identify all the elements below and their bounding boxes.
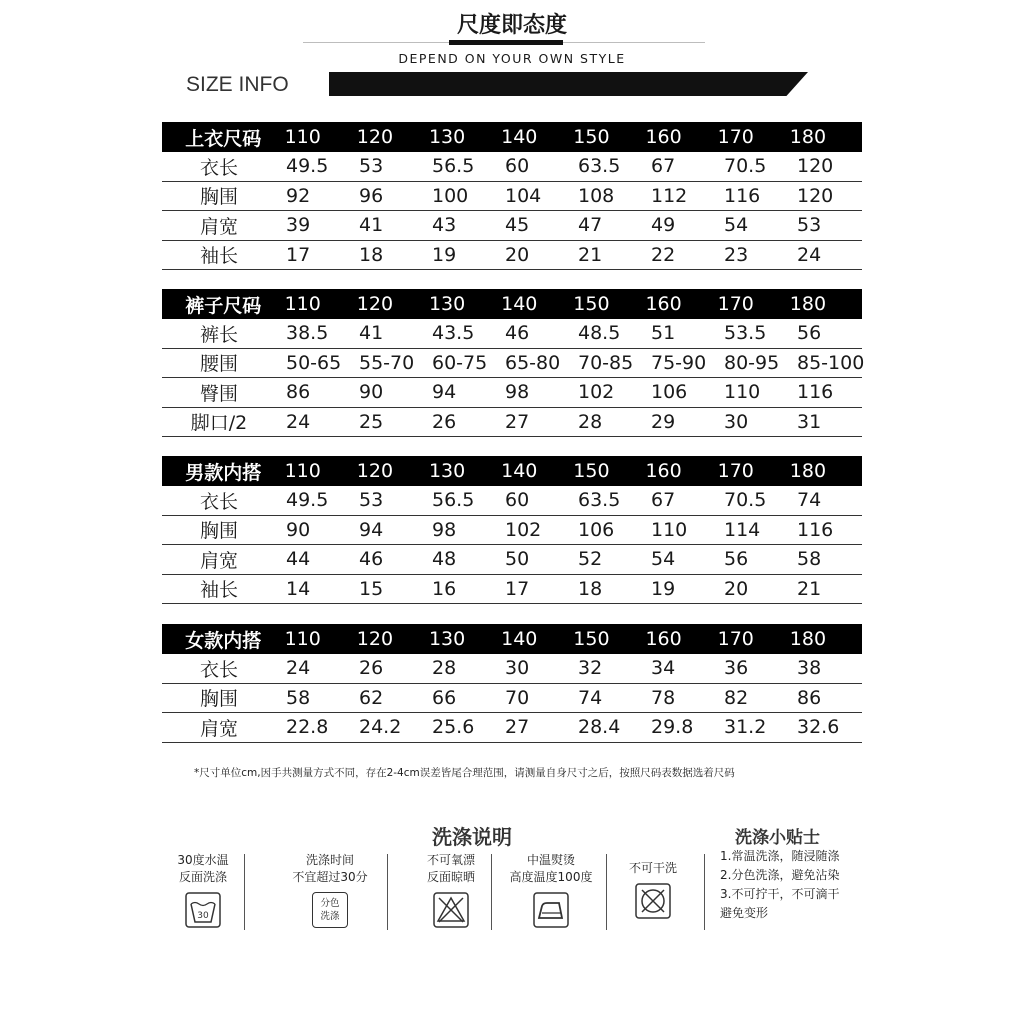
size-header: 120: [356, 628, 394, 650]
table-cell: 26: [432, 410, 457, 433]
wash-item-line1: 不可干洗: [628, 861, 677, 875]
table-cell: 17: [286, 243, 311, 266]
table-cell: 108: [578, 184, 615, 207]
wash-item-time: [282, 852, 378, 928]
size-header: 180: [789, 628, 827, 650]
table-row: [162, 152, 862, 182]
table-cell: 65-80: [505, 351, 561, 374]
size-header: 110: [284, 628, 321, 650]
table-cell: 41: [359, 322, 384, 345]
table-cell: 94: [359, 518, 384, 541]
table-cell: 100: [432, 184, 469, 207]
table-cell: 102: [505, 518, 542, 541]
wash-divider: [387, 854, 388, 930]
row-label: 脚口/2: [190, 412, 248, 435]
table-cell: 18: [578, 577, 603, 600]
table-header-row: [162, 624, 862, 654]
table-cell: 24.2: [359, 716, 402, 739]
table-row: [162, 408, 862, 438]
size-header: 160: [645, 460, 682, 482]
size-header: 150: [573, 628, 610, 650]
wash-item-line2: 不宜超过30分: [292, 870, 368, 884]
size-table: [162, 122, 862, 270]
table-cell: 55-70: [359, 351, 415, 374]
wash-item-line2: 高度温度100度: [509, 870, 593, 884]
wash-item-dry-clean: [620, 852, 686, 924]
table-cell: 85-100: [797, 351, 865, 374]
row-label: 袖长: [199, 245, 238, 268]
table-row: [162, 319, 862, 349]
table-cell: 50: [505, 548, 530, 571]
table-row: [162, 516, 862, 546]
table-cell: 14: [286, 577, 311, 600]
table-cell: 48: [432, 548, 457, 571]
table-header-row: [162, 289, 862, 319]
table-cell: 22: [651, 243, 676, 266]
table-cell: 21: [797, 577, 822, 600]
table-cell: 86: [797, 686, 822, 709]
size-header: 180: [789, 293, 827, 315]
table-cell: 27: [505, 410, 530, 433]
table-cell: 56.5: [432, 489, 475, 512]
row-label: 腰围: [199, 353, 238, 376]
table-cell: 60-75: [432, 351, 488, 374]
table-cell: 96: [359, 184, 384, 207]
table-cell: 92: [286, 184, 311, 207]
table-cell: 110: [651, 518, 688, 541]
row-label: 衣长: [199, 156, 238, 179]
table-cell: 34: [651, 657, 676, 680]
separate-wash-icon: [312, 892, 348, 928]
table-name: 男款内搭: [185, 461, 262, 484]
wash-item-line1: 不可氧漂: [426, 853, 475, 867]
table-cell: 98: [432, 518, 457, 541]
size-header: 150: [573, 293, 610, 315]
table-cell: 51: [651, 322, 676, 345]
table-cell: 29: [651, 410, 676, 433]
table-cell: 47: [578, 214, 603, 237]
table-row: [162, 241, 862, 271]
table-cell: 74: [797, 489, 822, 512]
row-label: 裤长: [199, 323, 238, 346]
no-dry-clean-icon: [635, 883, 671, 919]
table-cell: 36: [724, 657, 749, 680]
table-cell: 44: [286, 548, 311, 571]
table-cell: 39: [286, 214, 311, 237]
table-cell: 28: [578, 410, 603, 433]
size-header: 110: [284, 460, 321, 482]
size-table: [162, 289, 865, 437]
size-header: 140: [501, 126, 538, 148]
table-cell: 116: [724, 184, 761, 207]
tip-line: 2.分色洗涤，避免沾染: [720, 868, 840, 882]
table-cell: 25.6: [432, 716, 475, 739]
size-header: 110: [284, 126, 321, 148]
table-cell: 32: [578, 657, 603, 680]
tip-line: 3.不可拧干，不可滴干: [720, 887, 840, 901]
row-label: 胸围: [199, 520, 238, 543]
wash-item-line1: 洗涤时间: [305, 853, 354, 867]
size-footnote: *尺寸单位cm,因手共测量方式不同，存在2-4cm误差皆尾合理范围，请测量自身尺寸之后，按照尺码表数据选着尺码: [194, 767, 735, 779]
wash-item-bleach: [418, 852, 484, 933]
size-header: 140: [501, 628, 538, 650]
size-header: 130: [428, 460, 466, 482]
wash-item-line2: 反面洗涤: [178, 870, 227, 884]
table-cell: 56: [797, 322, 822, 345]
table-cell: 120: [797, 184, 834, 207]
table-cell: 53: [359, 155, 384, 178]
size-header: 170: [717, 126, 754, 148]
wash-divider: [491, 854, 492, 930]
table-cell: 53.5: [724, 322, 767, 345]
table-cell: 19: [651, 577, 676, 600]
table-cell: 67: [651, 155, 676, 178]
size-header: 150: [573, 460, 610, 482]
row-label: 衣长: [199, 490, 238, 513]
tips-list: [720, 847, 839, 923]
table-cell: 52: [578, 548, 603, 571]
table-cell: 116: [797, 381, 834, 404]
table-cell: 106: [651, 381, 688, 404]
table-cell: 70-85: [578, 351, 634, 374]
table-cell: 17: [505, 577, 530, 600]
wash-item-line2: 反面晾晒: [426, 870, 475, 884]
table-row: [162, 684, 862, 714]
wash-item-iron: [503, 852, 599, 933]
table-cell: 18: [359, 243, 384, 266]
wash-item-line1: 中温熨烫: [526, 853, 575, 867]
row-label: 袖长: [199, 579, 238, 602]
size-header: 180: [789, 126, 827, 148]
table-cell: 74: [578, 686, 603, 709]
size-header: 140: [501, 460, 538, 482]
table-cell: 25: [359, 410, 384, 433]
table-cell: 66: [432, 686, 457, 709]
table-cell: 38: [797, 657, 822, 680]
wash-divider: [606, 854, 607, 930]
table-cell: 23: [724, 243, 749, 266]
size-header: 120: [356, 293, 394, 315]
tip-line: 避免变形: [720, 906, 769, 920]
size-header: 160: [645, 293, 682, 315]
table-cell: 90: [359, 381, 384, 404]
table-cell: 27: [505, 716, 530, 739]
table-header-row: [162, 122, 862, 152]
page-title: 尺度即态度: [456, 13, 567, 38]
table-row: [162, 378, 862, 408]
iron-icon: [533, 892, 569, 928]
row-label: 肩宽: [199, 717, 238, 740]
table-cell: 54: [724, 214, 749, 237]
table-cell: 86: [286, 381, 311, 404]
size-header: 160: [645, 628, 682, 650]
table-cell: 63.5: [578, 489, 621, 512]
tips-title: 洗涤小贴士: [735, 828, 820, 848]
table-row: [162, 182, 862, 212]
table-cell: 49: [651, 214, 676, 237]
table-cell: 24: [286, 657, 311, 680]
table-row: [162, 575, 862, 605]
size-header: 130: [428, 293, 466, 315]
table-cell: 41: [359, 214, 384, 237]
table-cell: 53: [359, 489, 384, 512]
table-cell: 31: [797, 410, 822, 433]
table-cell: 28.4: [578, 716, 621, 739]
row-label: 肩宽: [199, 549, 238, 572]
table-cell: 56.5: [432, 155, 475, 178]
table-header-row: [162, 456, 862, 486]
table-cell: 58: [797, 548, 822, 571]
table-cell: 30: [505, 657, 530, 680]
wash-30-icon: [185, 892, 221, 928]
section-banner: [329, 72, 808, 96]
size-header: 140: [501, 293, 538, 315]
size-header: 170: [717, 293, 754, 315]
table-cell: 104: [505, 184, 542, 207]
table-cell: 70.5: [724, 155, 767, 178]
size-header: 110: [284, 293, 321, 315]
table-cell: 78: [651, 686, 676, 709]
table-cell: 54: [651, 548, 676, 571]
no-bleach-icon: [433, 892, 469, 928]
size-table: [162, 456, 862, 604]
tip-line: 1.常温洗涤，随浸随涤: [720, 849, 840, 863]
table-cell: 49.5: [286, 489, 329, 512]
table-row: [162, 486, 862, 516]
table-cell: 70: [505, 686, 530, 709]
table-cell: 50-65: [286, 351, 342, 374]
size-header: 150: [573, 126, 610, 148]
size-header: 180: [789, 460, 827, 482]
table-cell: 19: [432, 243, 457, 266]
table-cell: 116: [797, 518, 834, 541]
table-cell: 106: [578, 518, 615, 541]
table-cell: 53: [797, 214, 822, 237]
wash-item-temperature: [170, 852, 236, 933]
table-cell: 75-90: [651, 351, 707, 374]
table-cell: 98: [505, 381, 530, 404]
table-row: [162, 211, 862, 241]
row-label: 衣长: [199, 658, 238, 681]
table-row: [162, 545, 862, 575]
table-name: 女款内搭: [185, 629, 262, 652]
table-cell: 112: [651, 184, 688, 207]
table-cell: 43: [432, 214, 457, 237]
table-name: 上衣尺码: [185, 127, 262, 150]
table-cell: 28: [432, 657, 457, 680]
table-cell: 22.8: [286, 716, 329, 739]
table-cell: 90: [286, 518, 311, 541]
table-cell: 70.5: [724, 489, 767, 512]
table-cell: 24: [286, 410, 311, 433]
washing-title: 洗涤说明: [432, 825, 512, 849]
table-cell: 30: [724, 410, 749, 433]
size-header: 170: [717, 460, 754, 482]
size-header: 160: [645, 126, 682, 148]
size-header: 130: [428, 628, 466, 650]
size-table: [162, 624, 862, 743]
table-cell: 45: [505, 214, 530, 237]
wash-item-line1: 30度水温: [177, 853, 229, 867]
table-cell: 56: [724, 548, 749, 571]
table-cell: 60: [505, 489, 530, 512]
table-row: [162, 654, 862, 684]
size-header: 120: [356, 460, 394, 482]
section-label: SIZE INFO: [186, 73, 289, 96]
wash-temp-text: 30: [197, 911, 209, 921]
row-label: 肩宽: [199, 215, 238, 238]
table-cell: 82: [724, 686, 749, 709]
table-cell: 15: [359, 577, 384, 600]
table-cell: 21: [578, 243, 603, 266]
title-accent-bar: [449, 40, 563, 45]
table-cell: 43.5: [432, 322, 475, 345]
table-cell: 49.5: [286, 155, 329, 178]
table-cell: 102: [578, 381, 615, 404]
table-cell: 46: [505, 322, 530, 345]
row-label: 臀围: [199, 382, 238, 405]
table-cell: 16: [432, 577, 457, 600]
separate-wash-text: 分色洗涤: [320, 898, 340, 922]
table-cell: 63.5: [578, 155, 621, 178]
wash-divider: [704, 854, 705, 930]
table-cell: 67: [651, 489, 676, 512]
table-cell: 29.8: [651, 716, 694, 739]
table-cell: 24: [797, 243, 822, 266]
wash-divider: [244, 854, 245, 930]
table-cell: 94: [432, 381, 457, 404]
page-subtitle: DEPEND ON YOUR OWN STYLE: [398, 51, 626, 66]
table-cell: 114: [724, 518, 761, 541]
row-label: 胸围: [199, 186, 238, 209]
table-row: [162, 713, 862, 743]
table-cell: 38.5: [286, 322, 329, 345]
table-row: [162, 349, 865, 379]
table-cell: 20: [724, 577, 749, 600]
size-header: 120: [356, 126, 394, 148]
size-header: 130: [428, 126, 466, 148]
table-cell: 120: [797, 155, 834, 178]
table-cell: 20: [505, 243, 530, 266]
table-cell: 110: [724, 381, 761, 404]
table-cell: 46: [359, 548, 384, 571]
table-cell: 60: [505, 155, 530, 178]
size-header: 170: [717, 628, 754, 650]
table-cell: 80-95: [724, 351, 780, 374]
table-cell: 62: [359, 686, 384, 709]
table-cell: 32.6: [797, 716, 840, 739]
table-cell: 26: [359, 657, 384, 680]
table-cell: 58: [286, 686, 311, 709]
row-label: 胸围: [199, 688, 238, 711]
table-cell: 31.2: [724, 716, 767, 739]
table-cell: 48.5: [578, 322, 621, 345]
table-name: 裤子尺码: [185, 294, 262, 317]
